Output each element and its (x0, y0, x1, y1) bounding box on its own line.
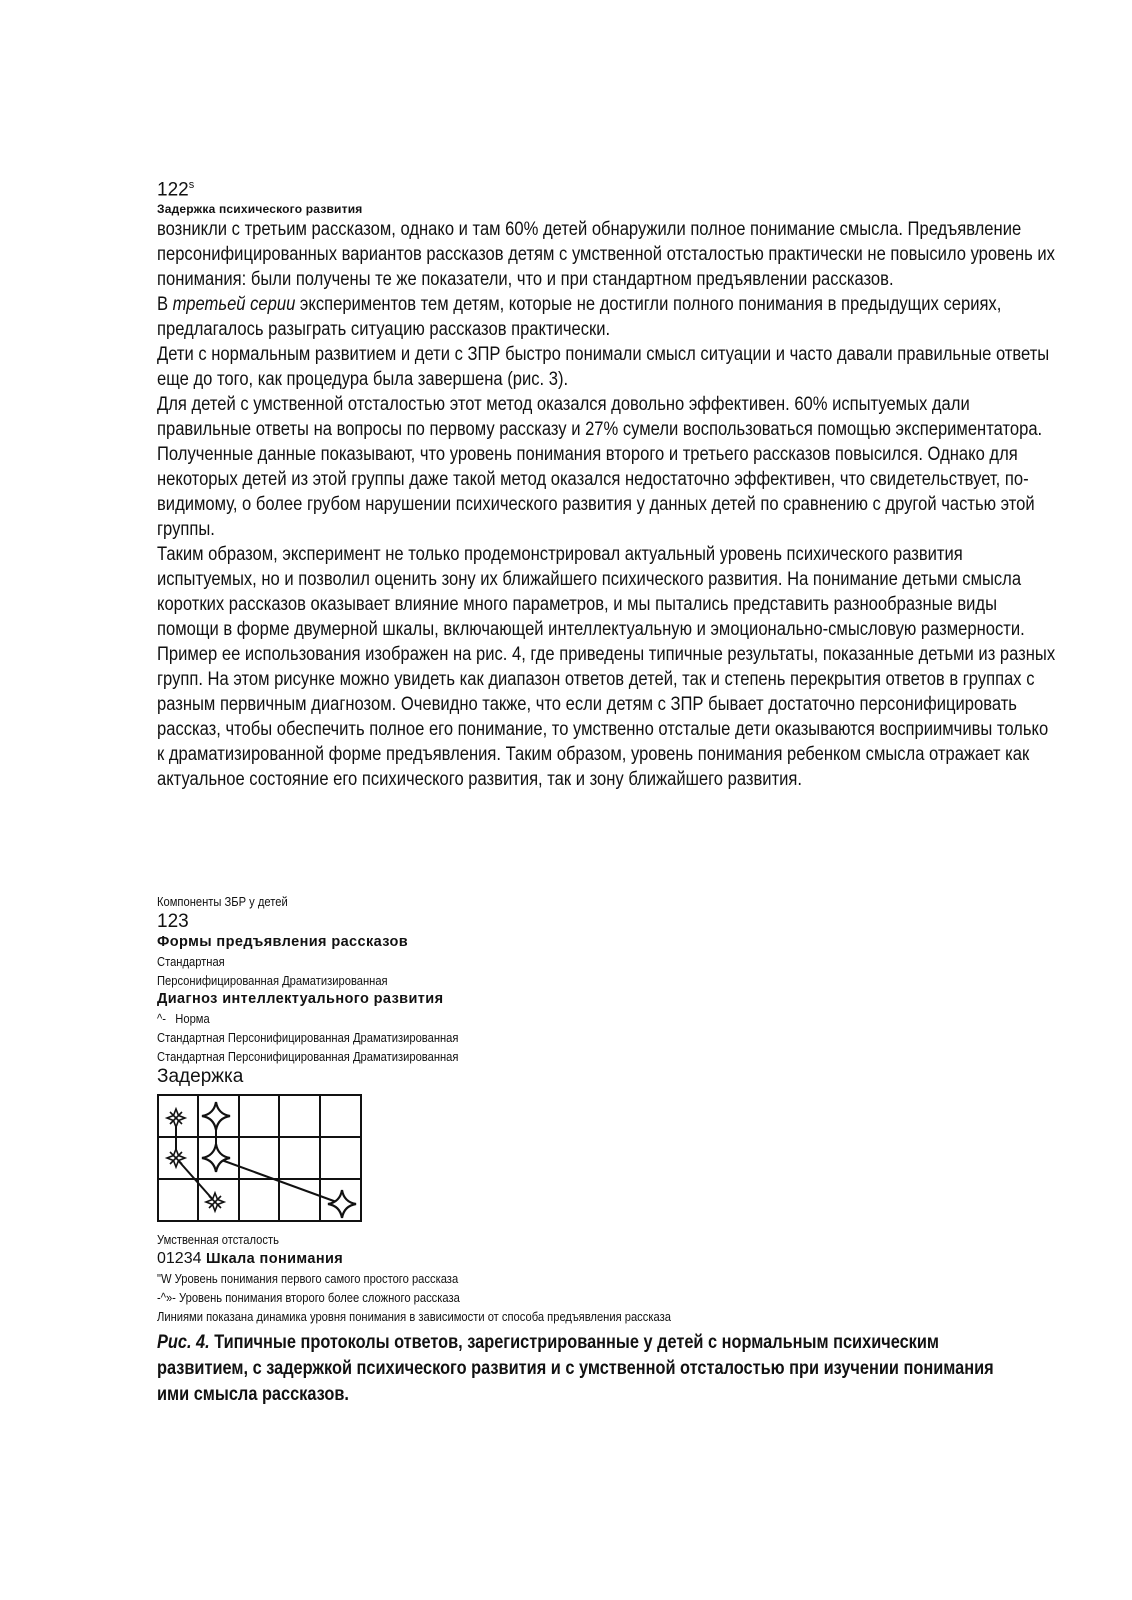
form-standard-label: Стандартная (157, 954, 225, 970)
comprehension-grid-figure (157, 1094, 367, 1226)
paragraph: Пример ее использования изображен на рис. 4, где приведены типичные результаты, показанные детьми из разных групп. На этом рисунке можно увидеть как диапазон ответов детей, так и степень перекрытия ответов в группах с разным первичным диагнозом. Очевидно также, что если детям с ЗПР бывает достаточно персонифицировать рассказ, чтобы обеспечить полное его понимание, то умственно отсталые дети оказываются восприимчивы только к драматизированной форме предъявления. Таким образом, уровень понимания ребенком смысла отражает как актуальное состояние его психического развития, так и зону ближайшего развития. (157, 644, 1056, 791)
diagnosis-heading: Диагноз интеллектуального развития (157, 991, 444, 1008)
norm-row: ^- Норма (157, 1011, 210, 1027)
paragraph: В третьей серии экспериментов тем детям, которые не достигли полного понимания в предыдущих сериях, предлагалось разыграть ситуацию рассказов практически. (157, 294, 1002, 341)
legend-first-story: "W Уровень понимания первого самого простого рассказа (157, 1271, 459, 1287)
paragraph: возникли с третьим рассказом, однако и там 60% детей обнаружили полное понимание смысла. Предъявление персонифицированных вариантов рассказов детям с умственной отсталостью практически не повысило уровень их понимания: были получены те же показатели, что и при стандартном предъявлении рассказов. (157, 219, 1055, 291)
legend-lines: Линиями показана динамика уровня понимания в зависимости от способа предъявления рассказа (157, 1309, 671, 1325)
dynamics-lines (176, 1116, 342, 1204)
body-text (157, 217, 1057, 892)
page-number: 122$^s$ (157, 179, 195, 201)
paragraph: Таким образом, эксперимент не только продемонстрировал актуальный уровень психического развития испытуемых, но и позволил оценить зону их ближайшего психического развития. На понимание детьми смысла коротких рассказов оказывает влияние много параметров, и мы пытались представить разнообразные виды помощи в форме двумерной шкалы, включающей интеллектуальную и эмоционально-смысловую размерности. (157, 544, 1025, 641)
running-head: Задержка психического развития (157, 202, 363, 217)
page-number-2: 123 (157, 911, 189, 933)
caption-label: Рис. 4. (157, 1332, 210, 1354)
document-page (157, 174, 1057, 1408)
mental-retardation-label: Умственная отсталость (157, 1232, 279, 1248)
delay-label: Задержка (157, 1066, 244, 1088)
scale-label: Шкала понимания (205, 1251, 344, 1268)
paragraph: Дети с нормальным развитием и дети с ЗПР быстро понимали смысл ситуации и часто давали правильные ответы еще до того, как процедура была завершена (рис. 3). (157, 344, 1050, 391)
form-pers-dram-label: Персонифицированная Драматизированная (157, 973, 388, 989)
figure-caption (157, 1330, 1026, 1408)
grid-lines (158, 1095, 361, 1221)
legend-second-story: -^»- Уровень понимания второго более сложного рассказа (157, 1290, 460, 1306)
caption-text: Типичные протоколы ответов, зарегистрированные у детей с нормальным психическим развитием, с задержкой психического развития и с умственной отсталостью при изучении понимания ими смысла рассказов. (157, 1332, 994, 1406)
norm-label: Норма (175, 1011, 210, 1027)
paragraph: Для детей с умственной отсталостью этот метод оказался довольно эффективен. 60% испытуемых дали правильные ответы на вопросы по первому рассказу и 27% сумели воспользоваться помощью экспериментатора. Полученные данные показывают, что уровень понимания второго и третьего рассказов повысился. Однако для некоторых детей из этой группы даже такой метод оказался недостаточно эффективен, что свидетельствует, по-видимому, о более грубом нарушении психического развития у данных детей по сравнению с другой частью этой группы. (157, 394, 1043, 541)
forms-heading: Формы предъявления рассказов (157, 934, 409, 951)
running-head-small: Компоненты ЗБР у детей (157, 894, 288, 910)
scale-numbers: 01234 (157, 1250, 202, 1268)
forms-row: Стандартная Персонифицированная Драматизированная (157, 1049, 459, 1065)
scale-row (157, 1249, 1057, 1269)
italic-emphasis: третьей серии (172, 294, 296, 316)
forms-row: Стандартная Персонифицированная Драматизированная (157, 1030, 459, 1046)
